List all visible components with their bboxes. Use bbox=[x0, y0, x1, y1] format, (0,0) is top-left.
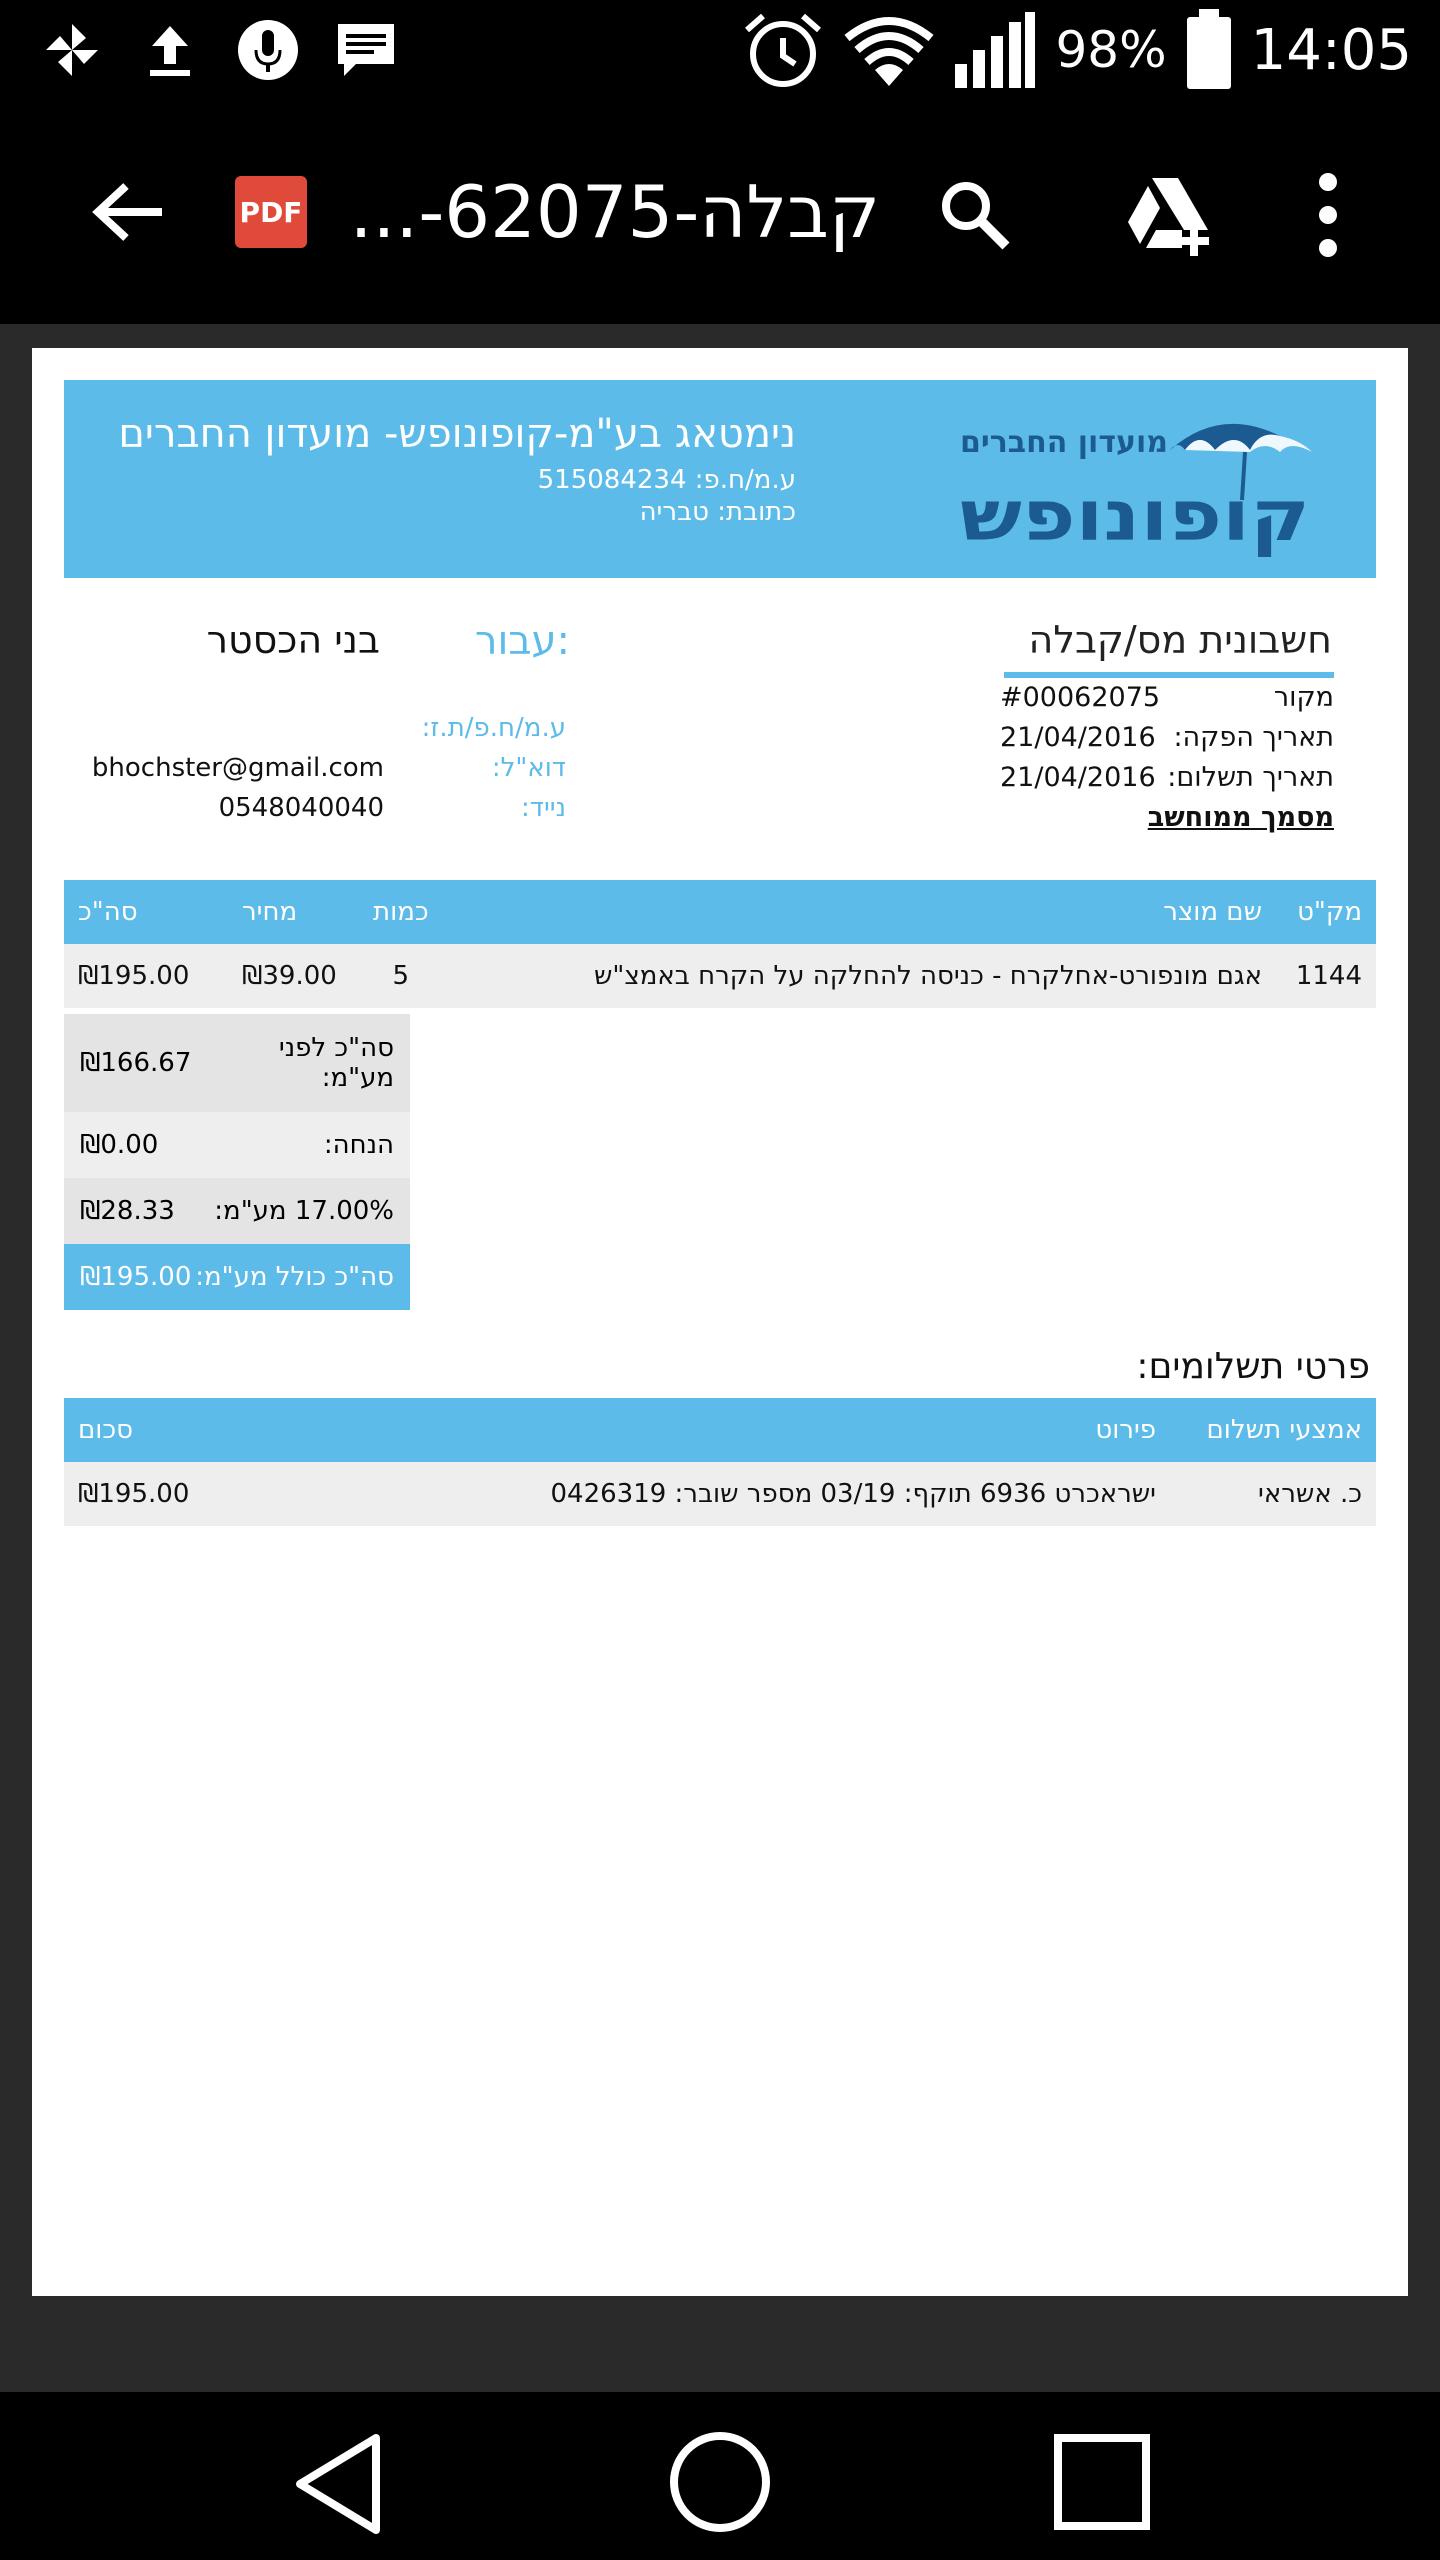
grand-total-value: ₪195.00 bbox=[80, 1262, 192, 1292]
vat-label: 17.00% מע"מ: bbox=[214, 1196, 394, 1226]
item-sku: 1144 bbox=[1295, 961, 1362, 991]
payment-method: כ. אשראי bbox=[1258, 1479, 1362, 1509]
discount-label: הנחה: bbox=[323, 1130, 394, 1160]
alarm-icon bbox=[741, 8, 825, 92]
company-id: ע.מ/ח.פ: 515084234 bbox=[537, 465, 796, 495]
col-method: אמצעי תשלום bbox=[1206, 1415, 1362, 1445]
company-info bbox=[96, 404, 796, 528]
item-total: ₪195.00 bbox=[78, 961, 190, 991]
signal-icon bbox=[953, 10, 1037, 90]
payment-details: ישראכרט 6936 תוקף: 03/19 מספר שובר: 0426319 bbox=[550, 1479, 1156, 1509]
grand-total-label: סה"כ כולל מע"מ: bbox=[195, 1262, 394, 1292]
customer-email: bhochster@gmail.com bbox=[91, 753, 384, 783]
mic-icon bbox=[236, 18, 300, 82]
meta-label: תאריך תשלום: bbox=[1167, 762, 1334, 793]
discount-row bbox=[64, 1112, 410, 1178]
col-qty: כמות bbox=[373, 897, 429, 927]
customer-label: דוא"ל: bbox=[491, 753, 566, 783]
meta-row bbox=[1000, 758, 1334, 798]
pinwheel-icon bbox=[40, 18, 104, 82]
search-icon[interactable] bbox=[938, 178, 1012, 252]
payments-title: פרטי תשלומים: bbox=[1136, 1346, 1370, 1387]
grand-total-row bbox=[64, 1244, 410, 1310]
logo-tagline: מועדון החברים bbox=[960, 425, 1168, 460]
col-price: מחיר bbox=[242, 897, 298, 927]
meta-value: #00062075 bbox=[1000, 682, 1161, 713]
battery-icon bbox=[1185, 9, 1233, 91]
meta-row bbox=[1000, 678, 1334, 718]
nav-recents-icon[interactable] bbox=[1054, 2434, 1150, 2530]
payments-header-row bbox=[64, 1398, 1376, 1462]
doc-meta bbox=[1000, 678, 1334, 838]
nav-back-icon[interactable] bbox=[290, 2432, 386, 2536]
battery-percent: 98% bbox=[1055, 21, 1167, 79]
customer-name: בני הכסטר bbox=[206, 618, 380, 662]
meta-row bbox=[1000, 798, 1334, 838]
payments-table bbox=[64, 1398, 1376, 1526]
meta-label: תאריך הפקה: bbox=[1173, 722, 1334, 753]
system-nav-bar bbox=[0, 2392, 1440, 2560]
more-vert-icon[interactable] bbox=[1310, 172, 1346, 258]
subtotal-value: ₪166.67 bbox=[80, 1048, 192, 1078]
app-toolbar bbox=[0, 100, 1440, 324]
table-row bbox=[64, 1462, 1376, 1526]
company-logo bbox=[960, 400, 1340, 560]
discount-value: ₪0.00 bbox=[80, 1130, 159, 1160]
customer-label: ע.מ/ח.פ/ת.ז: bbox=[421, 713, 566, 743]
wifi-icon bbox=[843, 10, 935, 90]
drive-add-icon[interactable] bbox=[1124, 174, 1214, 258]
nav-home-icon[interactable] bbox=[668, 2430, 772, 2534]
item-qty: 5 bbox=[392, 961, 410, 991]
status-bar bbox=[0, 0, 1440, 100]
customer-value bbox=[80, 708, 384, 748]
col-product: שם מוצר bbox=[1163, 897, 1262, 927]
subtotal-label: סה"כ לפני מע"מ: bbox=[278, 1033, 394, 1093]
col-sku: מק"ט bbox=[1297, 897, 1362, 927]
doc-title: חשבונית מס/קבלה bbox=[1028, 618, 1332, 662]
customer-labels bbox=[400, 708, 566, 828]
col-amount: סכום bbox=[78, 1415, 133, 1445]
customer-label: נייד: bbox=[521, 793, 566, 823]
vat-value: ₪28.33 bbox=[80, 1196, 175, 1226]
payment-amount: ₪195.00 bbox=[78, 1479, 190, 1509]
meta-value: 21/04/2016 bbox=[1000, 722, 1156, 753]
totals-box bbox=[64, 1014, 410, 1310]
for-label: עבור: bbox=[474, 618, 570, 664]
subtotal-row bbox=[64, 1014, 410, 1112]
company-address: כתובת: טבריה bbox=[639, 497, 796, 527]
document-title: קבלה-62075-... bbox=[349, 170, 880, 254]
computerized-doc-label: מסמך ממוחשב bbox=[1147, 802, 1334, 833]
customer-phone: 0548040040 bbox=[218, 793, 384, 823]
meta-value: 21/04/2016 bbox=[1000, 762, 1156, 793]
pdf-file-icon: PDF bbox=[235, 176, 307, 248]
item-price: ₪39.00 bbox=[242, 961, 337, 991]
upload-icon bbox=[138, 18, 202, 82]
item-product: אגם מונפורט-אחלקרח - כניסה להחלקה על הקרח באמצ"ש bbox=[593, 961, 1262, 991]
col-total: סה"כ bbox=[78, 897, 138, 927]
message-icon bbox=[334, 18, 398, 82]
clock: 14:05 bbox=[1250, 17, 1412, 83]
col-details: פירוט bbox=[1095, 1415, 1156, 1445]
vat-row bbox=[64, 1178, 410, 1244]
meta-label: מקור bbox=[1273, 682, 1334, 713]
logo-wordmark: קופונופש bbox=[960, 475, 1310, 557]
back-arrow-icon[interactable] bbox=[90, 180, 166, 244]
table-row bbox=[64, 944, 1376, 1008]
meta-row bbox=[1000, 718, 1334, 758]
company-name: נימטאג בע"מ-קופונופש- מועדון החברים bbox=[118, 411, 796, 457]
customer-values bbox=[80, 708, 384, 828]
items-header-row bbox=[64, 880, 1376, 944]
items-table bbox=[64, 880, 1376, 1008]
